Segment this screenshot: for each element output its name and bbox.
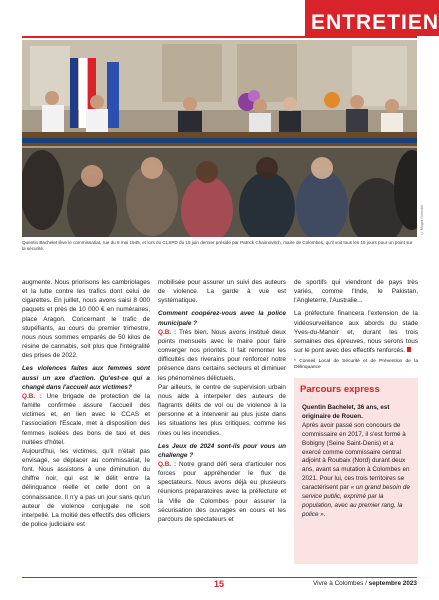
box-title: Parcours express (300, 384, 380, 395)
box-quote: « un grand besoin de service public, exprimé par la population, avec au premier rang, la police ». (302, 484, 410, 518)
paragraph (22, 392, 150, 447)
page-number: 15 (214, 579, 225, 589)
box-text (302, 422, 412, 520)
answer-text: Une brigade de protection de la famille confirmée assure l'accueil des victimes et, en lien avec le CCAS et l'association l'Escale, met à disposition des femmes isolées des bons de taxi et des nuitées d'hôtel. (22, 392, 151, 446)
paragraph: Par ailleurs, le centre de supervision urbain nous aide à interpeler des auteurs de flagrants délits de vol ou de violence à la personne et à intervenir au plus juste dans les situations les plus critiques, comme les rixes ou les incendies. (158, 383, 286, 437)
meeting-photo (22, 40, 417, 237)
paragraph: Aujourd'hui, les victimes, qu'il n'était pas envisagé, se déplacer au commissariat, le font. Nous assistons à une diminution du chiffre noir, qui est le délit entre la délinquance réelle et celle dont on a connaissance. Il n'y a pas un jour sans qu'un auteur de violence conjugale ne soit interpellé. La moitié des effectifs des officiers de police judiciaire est (22, 447, 150, 529)
speaker-initials: Q.B. : (22, 392, 42, 400)
issue-date: septembre 2023 (368, 580, 417, 587)
interview-question: Comment coopérez-vous avec la police municipale ? (158, 310, 286, 327)
section-title: ENTRETIEN (311, 11, 439, 34)
speaker-initials: Q.B. : (158, 460, 177, 468)
meeting-photo-illustration (22, 40, 417, 237)
section-banner (305, 0, 439, 36)
paragraph: mobilisée pour assurer un suivi des auteurs de violence. La garde à vue est systématique. (158, 279, 286, 305)
magazine-name (313, 580, 417, 587)
footnote: * Conseil Local de Sécurité et de Prévention de la Délinquance (294, 359, 418, 371)
end-mark-icon (407, 347, 411, 352)
box-lead: Quentin Bachelet, 36 ans, est originaire de Rouen. (302, 404, 390, 420)
paragraph (158, 460, 286, 524)
box-text-main: Après avoir passé son concours de commissaire en 2017, il s'est formé à Bobigny (Seine Saint-Denis) et a exercé comme commissaire central adjoint à Roubaix (Nord) durant deux ans, avant sa mutation à Colombes en 2021. Pour lui, ces trois territoires se caractérisent par (302, 421, 410, 492)
answer-text: Notre grand défi sera d'articuler nos forces pour appréhender le flux de spectateurs. Nous avons déjà eu plusieurs réunions préparatoires avec la préfecture et la Ville de Colombes pour assurer la sécurisation des ouvrages en cours et les parcours de spectateurs et (158, 460, 286, 523)
answer-text: Très bien. Nous avons institué deux points mensuels avec le maire pour faire converger nos priorités. Il fait remonter les difficultés des riverains pour renforcer notre présence dans certains secteurs et diminuer les phénomènes délictuels. (158, 328, 286, 382)
photo-caption: Quentin Bachelet lève le commissariat, rue du 8 mai 1945, et lors du CLSPD du 15 juin dernier présidé par Patrick Chaimovitch, maire de Colombes, qu'il voit tous les 15 jours pour un point sur la sécurité. (22, 240, 413, 252)
paragraph (294, 309, 418, 355)
article-column-2 (158, 278, 286, 524)
paragraph: augmente. Nous priorisons les cambriolages et la lutte contre les trafics dont celui de cigarettes. En juillet, nous avons saisi 8 000 paquets et près de 10 000 € en numéraires, place Aragon. Concernant le trafic de stupéfiants, au cours du premier trimestre, nous nous sommes emparés de 50 kilos de résine de cannabis, soit plus que l'intégralité des prises de 2022. (22, 279, 150, 360)
speaker-initials: Q.B. : (158, 328, 177, 336)
magazine-title: Vivre à Colombes / (313, 580, 369, 587)
paragraph: de sportifs qui viendront de pays très variés, comme l'Inde, le Pakistan, l'Angleterre, l'Australie... (294, 279, 418, 305)
box-body (302, 404, 412, 520)
header-rule (22, 36, 417, 38)
article-column-3 (294, 278, 418, 372)
interview-question: Les violences faites aux femmes sont aussi un axe d'action. Qu'est-ce qui a changé dans l'accueil aux victimes? (22, 365, 150, 391)
footer-rule (22, 577, 417, 578)
closing-paragraph-text: La préfecture financera l'extension de la vidéosurveillance aux abords du stade Yves-du-Manoir et, durant les trois semaines des épreuves, nous serons tous sur le pont avec des effectifs renforcés. (294, 310, 418, 355)
article-column-1 (22, 278, 150, 529)
photo-credit: © Magali Scherdel (420, 204, 424, 235)
interview-question: Les Jeux de 2024 sont-ils pour vous un challenge ? (158, 442, 286, 459)
paragraph (158, 328, 286, 383)
parcours-express-box (294, 378, 418, 564)
